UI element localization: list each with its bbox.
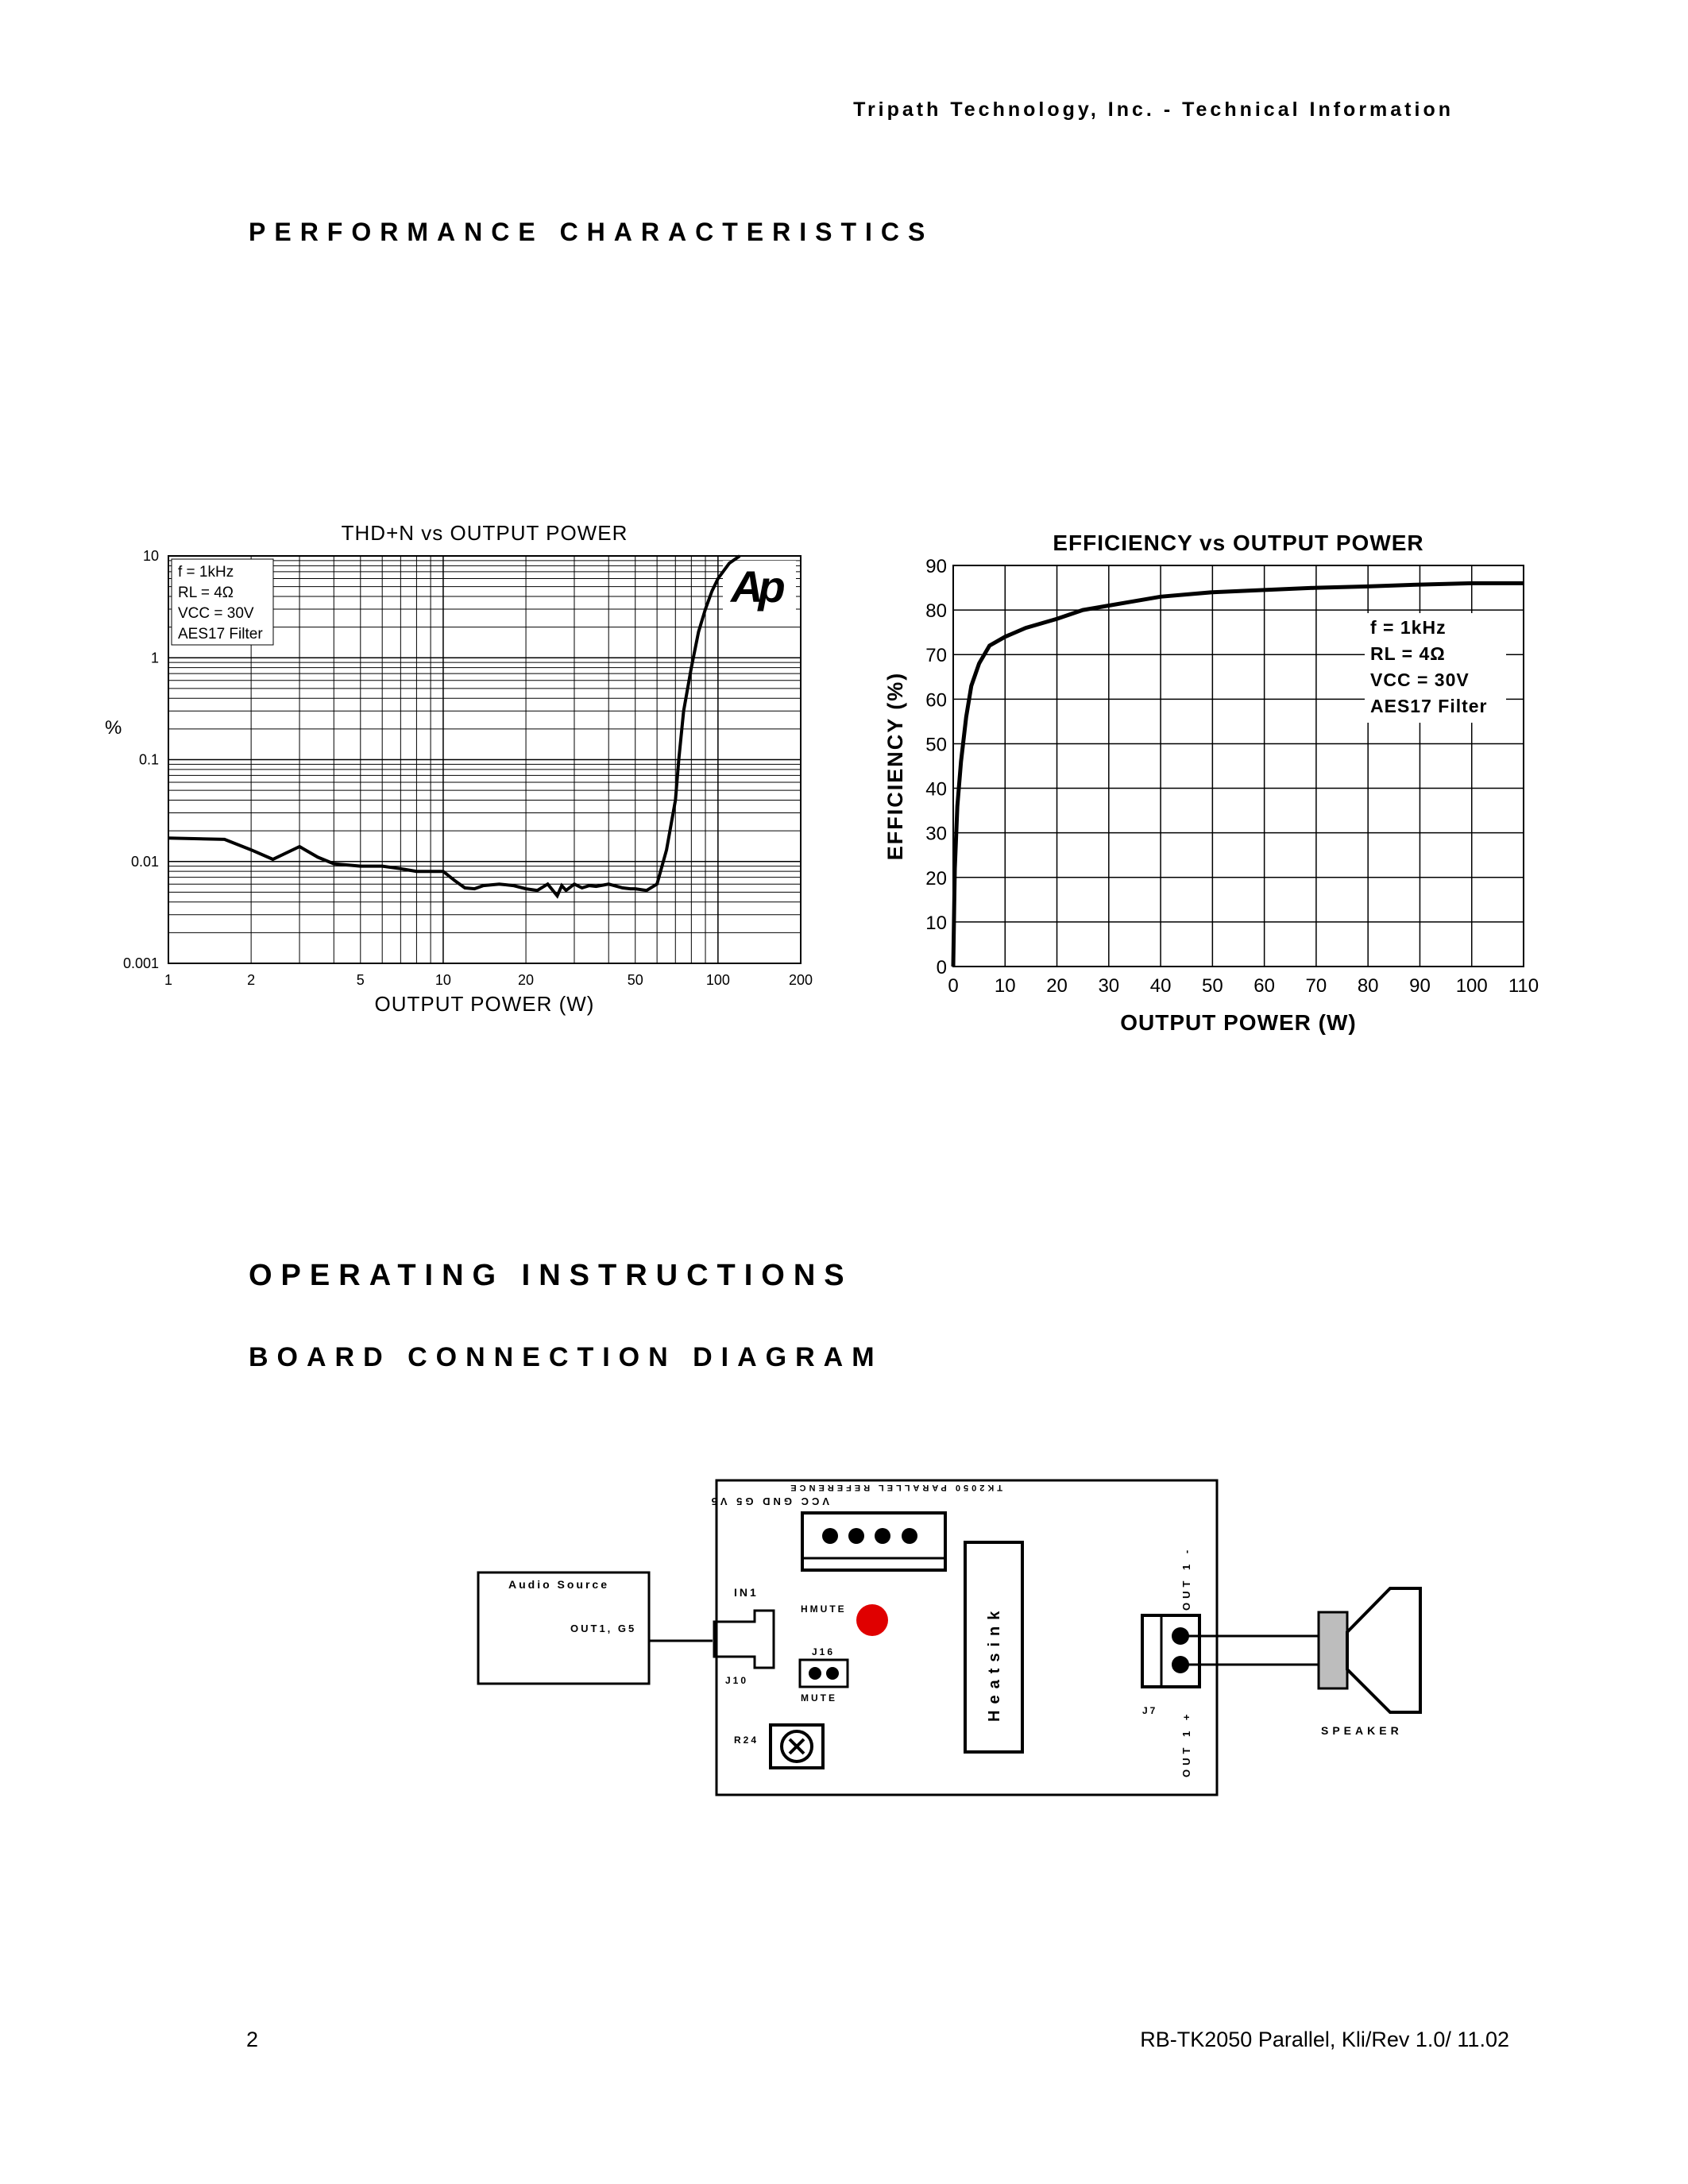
x-tick-label: 60 — [1253, 975, 1275, 997]
y-tick-label: 90 — [925, 556, 947, 577]
x-tick-label: 1 — [164, 972, 173, 988]
chart-title: EFFICIENCY vs OUTPUT POWER — [1053, 531, 1424, 555]
y-tick-label: 10 — [925, 912, 947, 934]
heatsink-label: Heatsink — [986, 1604, 1003, 1722]
section-operating: OPERATING INSTRUCTIONS — [249, 1259, 853, 1292]
in1-connector — [714, 1611, 774, 1668]
header-company: Tripath Technology, Inc. - Technical Information — [853, 98, 1454, 121]
j10-label: J10 — [725, 1675, 749, 1686]
section-board-diagram: BOARD CONNECTION DIAGRAM — [249, 1342, 883, 1372]
y-axis-label: % — [105, 716, 122, 739]
y-tick-label: 10 — [142, 548, 159, 564]
ap-logo: Ap — [731, 561, 781, 612]
y-tick-label: 20 — [925, 867, 947, 889]
y-tick-label: 80 — [925, 600, 947, 623]
x-tick-label: 70 — [1305, 975, 1327, 997]
board-title: TK2050 PARALLEL REFERENCE — [787, 1483, 1002, 1492]
y-tick-label: 1 — [150, 650, 159, 666]
y-tick-label: 0.01 — [130, 853, 159, 870]
x-tick-label: 80 — [1357, 975, 1379, 997]
legend-entry: VCC = 30V — [1370, 669, 1470, 690]
in1-label: IN1 — [734, 1586, 759, 1599]
power-header-label: VCC GND G5 V5 — [708, 1495, 829, 1507]
x-tick-label: 50 — [627, 972, 643, 988]
power-pin-1 — [822, 1528, 838, 1544]
y-tick-label: 0.1 — [138, 751, 159, 768]
audio-out-label: OUT1, G5 — [570, 1623, 637, 1634]
j7-pin-2 — [1172, 1656, 1189, 1673]
y-tick-label: 60 — [925, 689, 947, 712]
hmute-label: HMUTE — [801, 1603, 847, 1615]
mute-pin-2 — [826, 1667, 839, 1680]
mute-label: MUTE — [801, 1692, 837, 1704]
x-tick-label: 200 — [788, 972, 813, 988]
power-pin-2 — [848, 1528, 864, 1544]
x-tick-label: 90 — [1409, 975, 1431, 997]
x-tick-label: 5 — [356, 972, 365, 988]
x-tick-label: 10 — [435, 972, 451, 988]
x-axis-label: OUTPUT POWER (W) — [374, 992, 595, 1016]
y-tick-label: 0 — [936, 957, 947, 978]
legend-entry: AES17 Filter — [178, 626, 263, 642]
x-tick-label: 100 — [705, 972, 730, 988]
y-tick-label: 50 — [925, 734, 947, 756]
x-tick-label: 10 — [994, 975, 1016, 997]
y-tick-label: 30 — [925, 823, 947, 845]
legend-entry: RL = 4Ω — [1370, 643, 1446, 664]
legend-entry: f = 1kHz — [1370, 617, 1447, 638]
j7-pin-1 — [1172, 1627, 1189, 1645]
legend-entry: RL = 4Ω — [178, 585, 234, 601]
j7-label: J7 — [1142, 1705, 1158, 1716]
y-tick-label: 70 — [925, 645, 947, 667]
out-plus-label: OUT 1 + — [1180, 1710, 1192, 1777]
x-axis-label: OUTPUT POWER (W) — [1120, 1010, 1357, 1035]
audio-source-label: Audio Source — [508, 1578, 610, 1591]
legend-entry: VCC = 30V — [178, 605, 254, 622]
x-tick-label: 100 — [1455, 975, 1488, 997]
j7-connector — [1142, 1615, 1199, 1687]
efficiency-chart — [874, 524, 1573, 1048]
speaker-label: SPEAKER — [1321, 1724, 1403, 1737]
legend-entry: AES17 Filter — [1370, 696, 1488, 716]
y-axis-label: EFFICIENCY (%) — [883, 671, 907, 861]
speaker-icon — [1347, 1588, 1420, 1712]
mute-pin-1 — [809, 1667, 821, 1680]
hmute-led — [856, 1604, 888, 1636]
footer-doc-id: RB-TK2050 Parallel, Kli/Rev 1.0/ 11.02 — [1140, 2028, 1509, 2051]
board-diagram — [469, 1469, 1454, 1819]
y-tick-label: 0.001 — [122, 955, 159, 971]
chart-title: THD+N vs OUTPUT POWER — [341, 521, 628, 545]
mute-jumper — [800, 1660, 848, 1687]
r24-label: R24 — [734, 1734, 759, 1746]
legend-entry: f = 1kHz — [178, 564, 234, 581]
out-minus-label: OUT 1 - — [1180, 1545, 1192, 1611]
x-tick-label: 0 — [948, 975, 959, 997]
power-pin-3 — [875, 1528, 890, 1544]
x-tick-label: 110 — [1508, 975, 1539, 997]
power-pin-4 — [902, 1528, 917, 1544]
x-tick-label: 50 — [1202, 975, 1223, 997]
section-performance: PERFORMANCE CHARACTERISTICS — [249, 218, 934, 246]
thd-chart — [95, 516, 813, 1024]
x-tick-label: 20 — [1046, 975, 1068, 997]
speaker-magnet — [1319, 1612, 1347, 1688]
j16-label: J16 — [812, 1646, 836, 1657]
power-connector — [802, 1513, 945, 1570]
x-tick-label: 2 — [247, 972, 256, 988]
x-tick-label: 40 — [1149, 975, 1172, 997]
footer-page-number: 2 — [246, 2028, 259, 2051]
y-tick-label: 40 — [925, 778, 947, 801]
x-tick-label: 20 — [518, 972, 535, 988]
x-tick-label: 30 — [1098, 975, 1120, 997]
